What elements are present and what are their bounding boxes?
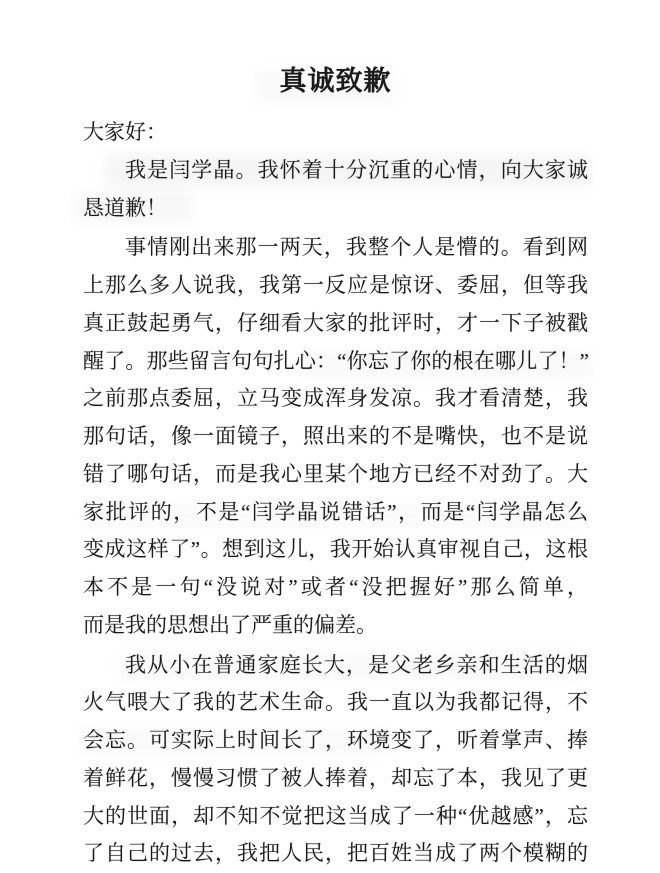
letter-line: 真正鼓起勇气，仔细看大家的批评时，才一下子被戳	[83, 310, 588, 335]
letter-line: 我从小在普通家庭长大，是父老乡亲和生活的烟	[125, 652, 588, 677]
letter-line: 着鲜花，慢慢习惯了被人捧着，却忘了本，我见了更	[83, 765, 588, 790]
letter-line: 而是我的思想出了严重的偏差。	[83, 612, 377, 637]
letter-title: 真诚致歉	[279, 66, 392, 96]
letter-line: 那句话，像一面镜子，照出来的不是嘴快，也不是说	[83, 424, 588, 448]
letter-line: 会忘。可实际上时间长了，环境变了，听着掌声、捧	[83, 728, 588, 752]
letter-line: 变成这样了”。想到这儿，我开始认真审视自己，这根	[83, 537, 588, 562]
letter-line: 之前那点委屈，立马变成浑身发凉。我才看清楚，我	[83, 386, 588, 411]
letter-line: 大的世面，却不知不觉把这当成了一种“优越感”，忘	[83, 803, 588, 828]
letter-line: 上那么多人说我，我第一反应是惊讶、委屈，但等我	[83, 273, 588, 297]
letter-line: 了自己的过去，我把人民，把百姓当成了两个模糊的	[83, 841, 588, 866]
letter-line: 家批评的，不是“闫学晶说错话”，而是“闫学晶怎么	[83, 499, 588, 524]
letter-line: 火气喂大了我的艺术生命。我一直以为我都记得，不	[83, 690, 588, 715]
letter-line: 恳道歉！	[83, 195, 167, 220]
letter-line: 本不是一句“没说对”或者“没把握好”那么简单，	[83, 575, 588, 599]
letter-line: 事情刚出来那一两天，我整个人是懵的。看到网	[125, 235, 588, 260]
letter-line: 错了哪句话，而是我心里某个地方已经不对劲了。大	[83, 461, 588, 486]
letter-salutation: 大家好：	[83, 120, 167, 144]
letter-line: 醒了。那些留言句句扎心：“你忘了你的根在哪儿了！”	[83, 348, 588, 373]
letter-line: 我是闫学晶。我怀着十分沉重的心情，向大家诚	[125, 157, 588, 182]
letter-body	[83, 60, 588, 873]
